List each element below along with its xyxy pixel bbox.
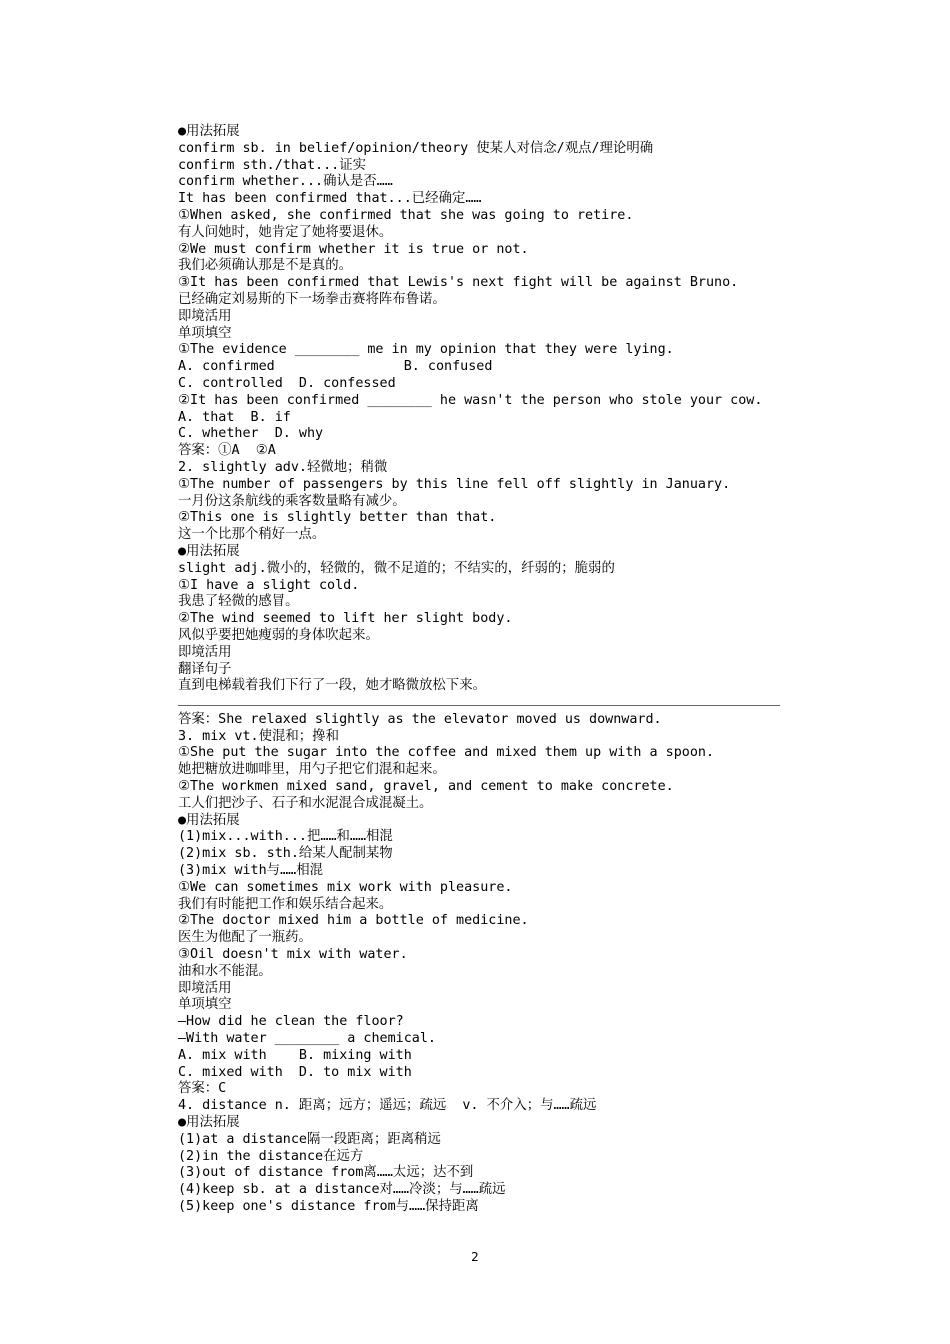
- text-line: 答案：C: [178, 1081, 227, 1097]
- text-line: (3)out of distance from离……太远；达不到: [178, 1165, 474, 1181]
- text-line: ②It has been confirmed ________ he wasn't the person who stole your cow.: [178, 392, 763, 408]
- text-line: 油和水不能混。: [178, 963, 272, 979]
- text-line: 翻译句子: [178, 661, 232, 677]
- text-line: 即境活用: [178, 308, 232, 324]
- text-line: —How did he clean the floor?: [178, 1014, 404, 1030]
- text-line: ①When asked, she confirmed that she was going to retire.: [178, 207, 634, 223]
- text-line: A. confirmed B. confused: [178, 359, 493, 375]
- text-line: 我们有时能把工作和娱乐结合起来。: [178, 896, 393, 912]
- text-line: 我们必须确认那是不是真的。: [178, 258, 353, 274]
- text-line: 风似乎要把她瘦弱的身体吹起来。: [178, 627, 379, 643]
- text-line: (5)keep one's distance from与……保持距离: [178, 1199, 479, 1214]
- text-line: ●用法拓展: [178, 1115, 240, 1131]
- text-line: C. controlled D. confessed: [178, 375, 396, 391]
- text-line: ②We must confirm whether it is true or not.: [178, 241, 529, 257]
- text-line: ②The wind seemed to lift her slight body.: [178, 611, 513, 627]
- text-line: ①The evidence ________ me in my opinion that they were lying.: [178, 342, 674, 358]
- text-line: (1)at a distance隔一段距离；距离稍远: [178, 1131, 441, 1147]
- text-line: It has been confirmed that...已经确定……: [178, 191, 482, 207]
- text-line: 答案：①A ②A: [178, 443, 276, 459]
- text-line: (3)mix with与……相混: [178, 863, 323, 879]
- text-line: 3. mix vt.使混和；搀和: [178, 728, 339, 744]
- text-line: 即境活用: [178, 644, 232, 660]
- text-line: confirm sth./that...证实: [178, 157, 367, 173]
- text-line: ③It has been confirmed that Lewis's next fight will be against Bruno.: [178, 275, 739, 291]
- text-line: 直到电梯载着我们下行了一段，她才略微放松下来。: [178, 678, 486, 694]
- text-line: 有人问她时，她肯定了她将要退休。: [178, 224, 393, 240]
- text-line: (2)in the distance在远方: [178, 1148, 364, 1164]
- text-line: 4. distance n. 距离；远方；遥远；疏远 v. 不介入；与……疏远: [178, 1098, 597, 1114]
- text-line: 单项填空: [178, 997, 232, 1013]
- text-line: ①The number of passengers by this line fell off slightly in January.: [178, 476, 731, 492]
- text-line: (1)mix...with...把……和……相混: [178, 829, 393, 845]
- text-line: ●用法拓展: [178, 812, 240, 828]
- text-line: ②The doctor mixed him a bottle of medicine.: [178, 913, 529, 929]
- text-line: 我患了轻微的感冒。: [178, 594, 299, 610]
- text-line: 她把糖放进咖啡里，用勺子把它们混和起来。: [178, 762, 446, 778]
- text-line: ●用法拓展: [178, 543, 240, 559]
- text-line: ②This one is slightly better than that.: [178, 510, 497, 526]
- text-line: ①She put the sugar into the coffee and mixed them up with a spoon.: [178, 745, 715, 761]
- text-line: 即境活用: [178, 980, 232, 996]
- text-line: 这一个比那个稍好一点。: [178, 527, 326, 543]
- text-line: 答案：She relaxed slightly as the elevator moved us downward.: [178, 711, 662, 727]
- text-line: (2)mix sb. sth.给某人配制某物: [178, 846, 393, 862]
- page-number: 2: [471, 1250, 479, 1264]
- answer-blank-line: [178, 695, 838, 712]
- text-line: C. mixed with D. to mix with: [178, 1064, 412, 1080]
- document-body: [178, 124, 838, 1216]
- text-line: 工人们把沙子、石子和水泥混合成混凝土。: [178, 795, 433, 811]
- text-line: —With water ________ a chemical.: [178, 1031, 436, 1047]
- text-line: 已经确定刘易斯的下一场拳击赛将阵布鲁诺。: [178, 291, 446, 307]
- text-line: ●用法拓展: [178, 124, 240, 139]
- text-line: confirm sb. in belief/opinion/theory 使某人对信念/观点/理论明确: [178, 140, 654, 156]
- text-line: 2. slightly adv.轻微地；稍微: [178, 459, 388, 475]
- text-line: ②The workmen mixed sand, gravel, and cement to make concrete.: [178, 779, 674, 795]
- text-line: A. that B. if: [178, 409, 291, 425]
- text-line: 医生为他配了一瓶药。: [178, 930, 312, 946]
- text-line: slight adj.微小的，轻微的，微不足道的；不结实的，纤弱的；脆弱的: [178, 560, 615, 576]
- text-line: ①I have a slight cold.: [178, 577, 360, 593]
- text-line: ③Oil doesn't mix with water.: [178, 947, 408, 963]
- text-line: 一月份这条航线的乘客数量略有减少。: [178, 493, 406, 509]
- text-line: (4)keep sb. at a distance对……冷淡；与……疏远: [178, 1182, 506, 1198]
- text-line: C. whether D. why: [178, 426, 324, 442]
- text-line: A. mix with B. mixing with: [178, 1047, 412, 1063]
- text-line: confirm whether...确认是否……: [178, 174, 393, 190]
- text-line: ①We can sometimes mix work with pleasure.: [178, 879, 513, 895]
- text-line: 单项填空: [178, 325, 232, 341]
